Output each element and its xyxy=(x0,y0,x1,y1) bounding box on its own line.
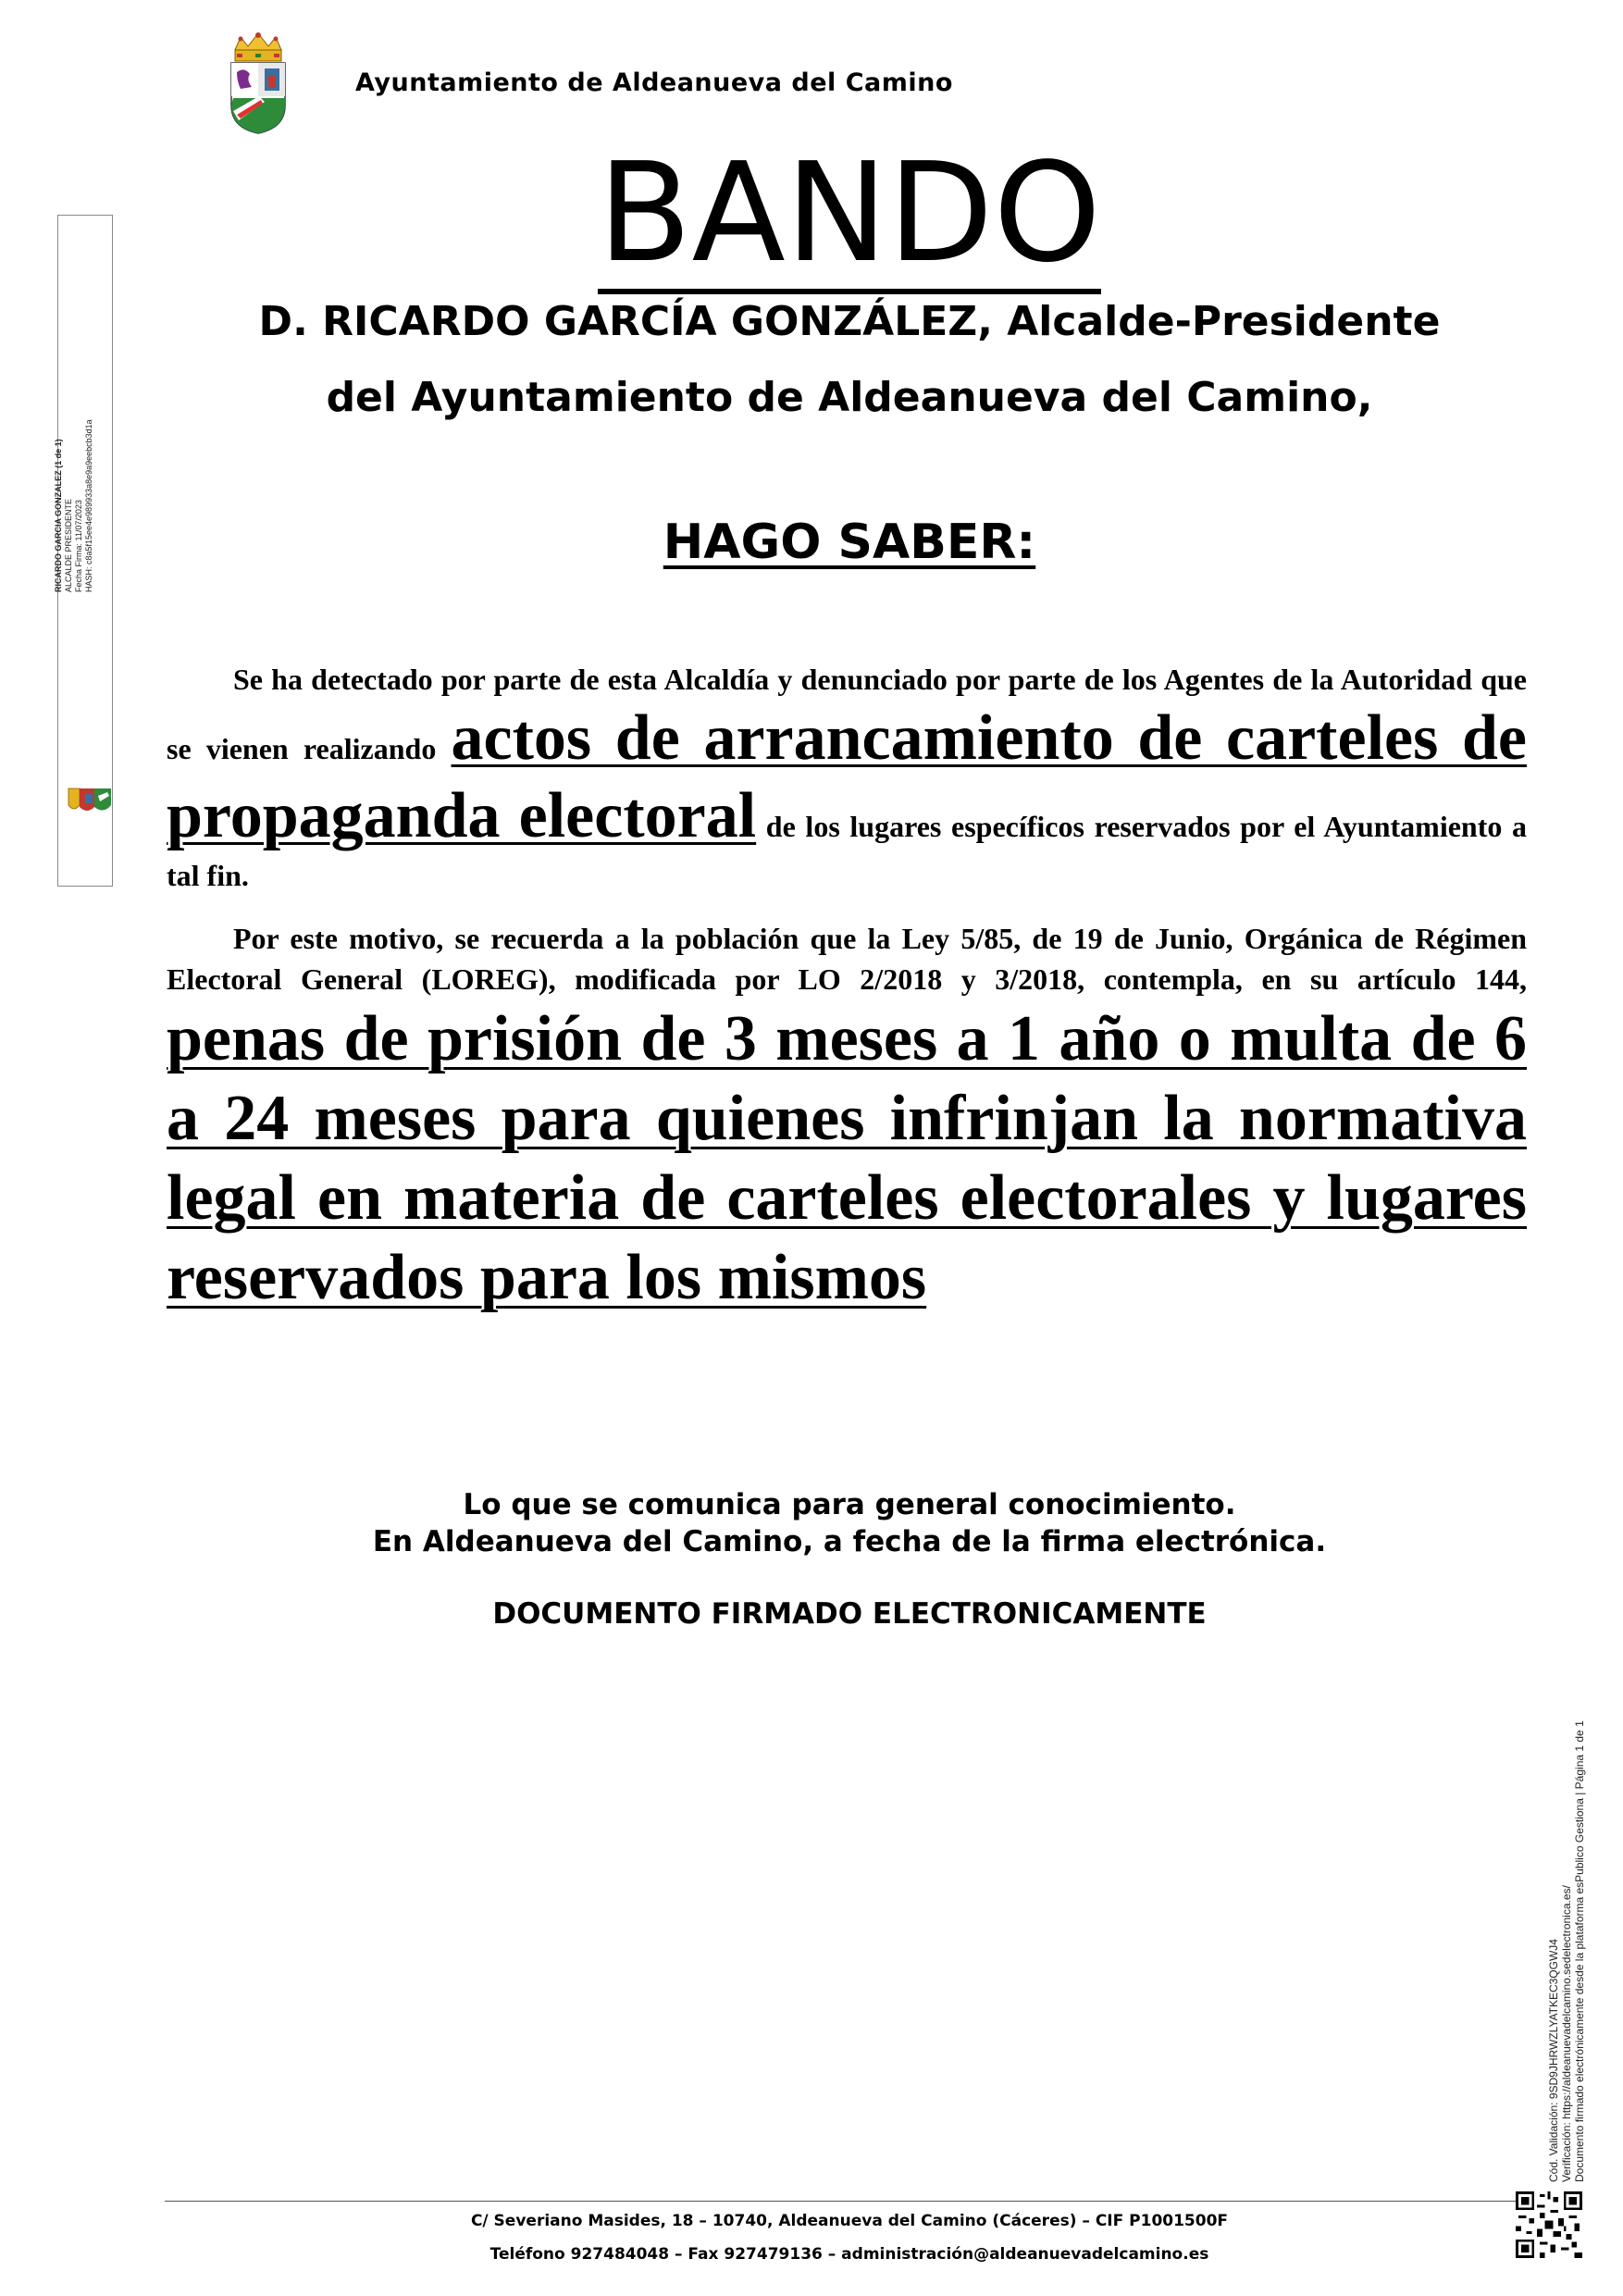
signer-role: ALCALDE PRESIDENTE xyxy=(64,498,73,592)
document-title xyxy=(0,133,1623,294)
footer-address: C/ Severiano Masides, 18 – 10740, Aldeanueva del Camino (Cáceres) – CIF P1001500F xyxy=(470,2212,1229,2230)
paragraph-1-text-a: Se ha detectado por parte de esta Alcaldía y denunciado por parte de los Agentes de la Autoridad que se vienen realizando xyxy=(167,663,1527,765)
paragraph-2 xyxy=(167,918,1527,1318)
signer-name: RICARDO GARCIA GONZALEZ (1 de 1) xyxy=(54,439,63,592)
paragraph-1-text-b: de los lugares específicos reservados por el Ayuntamiento a tal fin. xyxy=(167,810,1528,892)
validation-details xyxy=(1547,1720,1586,2182)
small-coat-of-arms-icon xyxy=(67,783,115,816)
mayor-line-1: D. RICARDO GARCÍA GONZÁLEZ, Alcalde-Presidente xyxy=(258,298,1441,345)
body-text xyxy=(167,659,1527,1318)
validation-code: Cód. Validación: 9SD9JHRWZLYATKEC3QGWJ4 xyxy=(1547,1939,1560,2182)
paragraph-2-text-a: Por este motivo, se recuerda a la población que la Ley 5/85, de 19 de Junio, Orgánica de Régimen Electoral General (LOREG), modificada por LO 2/2018 y 3/2018, contempla, en su artículo 144, xyxy=(167,922,1527,996)
footer-divider xyxy=(165,2201,1527,2202)
qr-code-icon[interactable] xyxy=(1516,2191,1582,2258)
coat-of-arms-icon xyxy=(228,31,289,135)
heading-text: HAGO SABER: xyxy=(663,515,1036,570)
heading xyxy=(0,515,1623,570)
verification-url[interactable]: Verificación: https://aldeanuevadelcamino.sedelectronica.es/ xyxy=(1560,1885,1573,2182)
title-text: BANDO xyxy=(598,133,1101,292)
platform-note: Documento firmado electrónicamente desde la plataforma esPublico Gestiona | Página 1 de 1 xyxy=(1573,1720,1586,2182)
signature-date: Fecha Firma: 11/07/2023 xyxy=(74,500,83,592)
paragraph-1-emphasis: actos de arrancamiento de carteles de propaganda electoral xyxy=(167,702,1528,851)
paragraph-1 xyxy=(167,659,1527,896)
closing-line-2: En Aldeanueva del Camino, a fecha de la firma electrónica. xyxy=(372,1525,1327,1558)
signature-hash: HASH: c8a5f15ee4e989933a8e9a9eebcb3d1a xyxy=(84,419,93,592)
paragraph-2-emphasis: penas de prisión de 3 meses a 1 año o multa de 6 a 24 meses para quienes infrinjan la normativa legal en materia de carteles electorales y lugares reservados para los mismos xyxy=(167,1003,1527,1313)
closing-line-1: Lo que se comunica para general conocimiento. xyxy=(463,1488,1236,1521)
mayor-line-2: del Ayuntamiento de Aldeanueva del Camino, xyxy=(326,374,1373,421)
footer-contact: Teléfono 927484048 – Fax 927479136 – administración@aldeanuevadelcamino.es xyxy=(489,2245,1209,2264)
municipality-name: Ayuntamiento de Aldeanueva del Camino xyxy=(355,68,953,97)
signature-details xyxy=(54,419,94,592)
signed-notice: DOCUMENTO FIRMADO ELECTRONICAMENTE xyxy=(492,1597,1207,1631)
